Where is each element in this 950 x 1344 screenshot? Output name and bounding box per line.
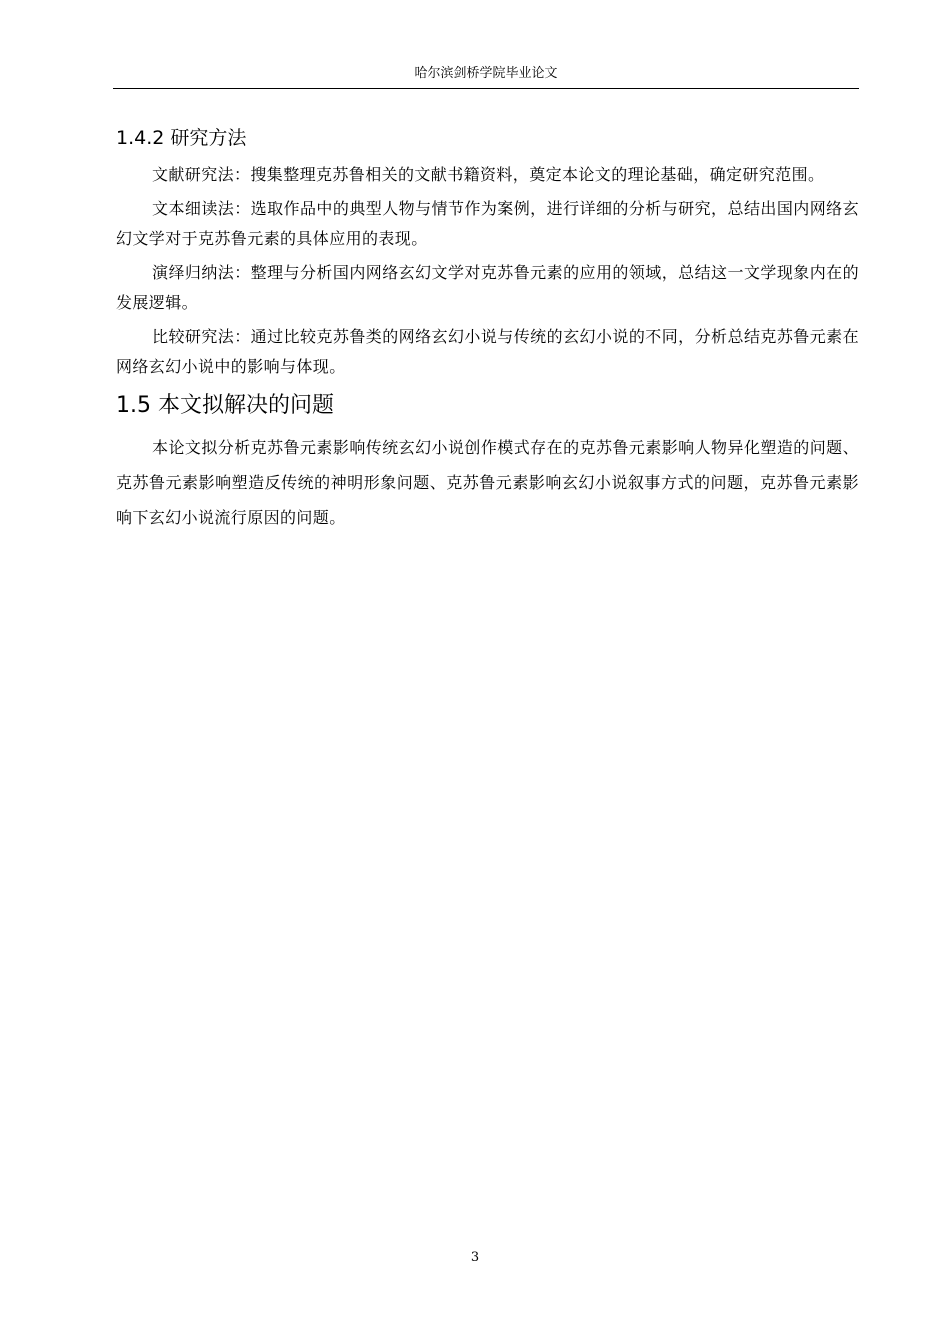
section-heading-1-5: 1.5 本文拟解决的问题 bbox=[116, 393, 334, 418]
section-heading-1-4-2: 1.4.2 研究方法 bbox=[116, 127, 247, 149]
paragraph-deduction-induction: 演绎归纳法：整理与分析国内网络玄幻文学对克苏鲁元素的应用的领域，总结这一文学现象内在的发展逻辑。 bbox=[116, 263, 859, 312]
page-content bbox=[116, 124, 859, 539]
paragraph-comparative-research: 比较研究法：通过比较克苏鲁类的网络玄幻小说与传统的玄幻小说的不同，分析总结克苏鲁元素在网络玄幻小说中的影响与体现。 bbox=[116, 327, 859, 376]
header-rule bbox=[113, 88, 859, 89]
paragraph-problems-to-solve: 本论文拟分析克苏鲁元素影响传统玄幻小说创作模式存在的克苏鲁元素影响人物异化塑造的问题、克苏鲁元素影响塑造反传统的神明形象问题、克苏鲁元素影响玄幻小说叙事方式的问题，克苏鲁元素影响下玄幻小说流行原因的问题。 bbox=[116, 438, 859, 527]
paragraph-literature-research: 文献研究法：搜集整理克苏鲁相关的文献书籍资料，奠定本论文的理论基础，确定研究范围。 bbox=[152, 165, 825, 184]
paragraph-close-reading: 文本细读法：选取作品中的典型人物与情节作为案例，进行详细的分析与研究，总结出国内网络玄幻文学对于克苏鲁元素的具体应用的表现。 bbox=[116, 199, 859, 248]
running-header: 哈尔滨剑桥学院毕业论文 bbox=[414, 66, 558, 81]
page-number: 3 bbox=[470, 1250, 480, 1265]
